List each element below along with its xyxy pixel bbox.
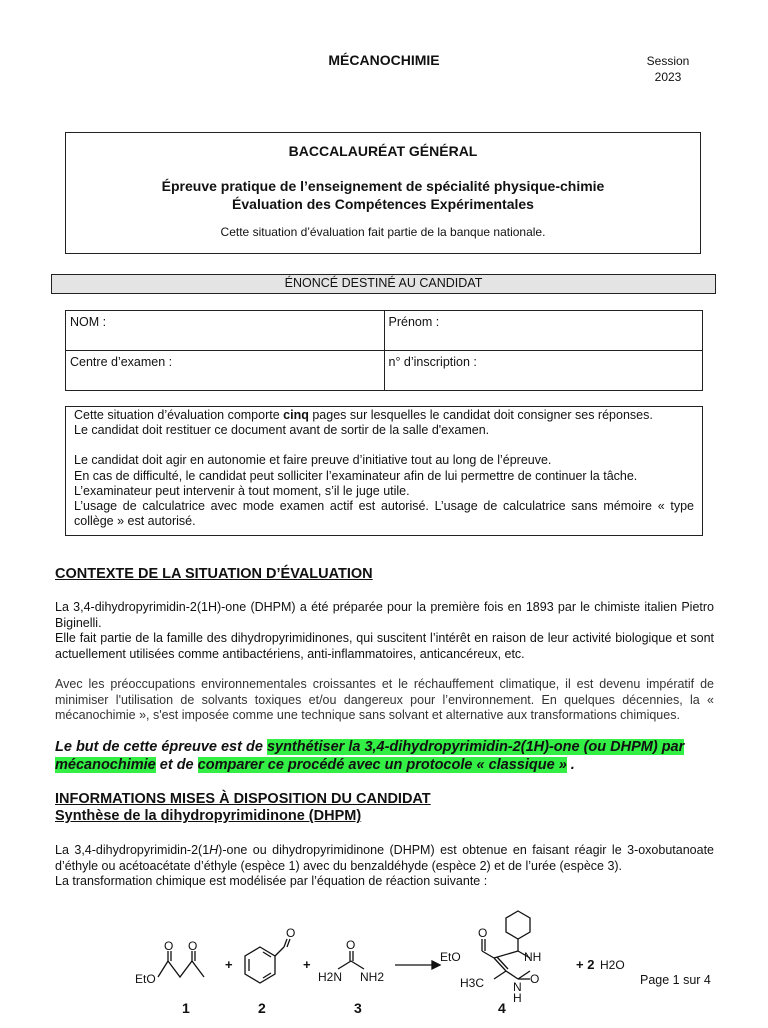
prenom-field[interactable] <box>384 311 703 351</box>
context-heading: CONTEXTE DE LA SITUATION D’ÉVALUATION <box>55 566 373 582</box>
instr-line: Le candidat doit agir en autonomie et faire preuve d’initiative tout au long de l’épreuve. <box>74 453 552 468</box>
molecule-4-o: O <box>478 926 488 940</box>
page-number: Page 1 sur 4 <box>640 973 711 987</box>
molecule-3-o: O <box>346 938 356 952</box>
info-heading: INFORMATIONS MISES À DISPOSITION DU CANDIDAT <box>55 791 431 807</box>
molecule-3-h2n: H2N <box>318 970 343 984</box>
molecule-1-o-ester: O <box>164 939 174 953</box>
info-text-run: La 3,4-dihydropyrimidin-2(1 <box>55 843 210 857</box>
water-formula: H2O <box>600 958 625 972</box>
molecule-4-o-urea: O <box>530 972 540 986</box>
goal-highlight-2: comparer ce procédé avec un protocole « classique » <box>197 757 567 773</box>
molecule-1-o-ketone: O <box>188 939 198 953</box>
info-p2: La transformation chimique est modélisée par l’équation de réaction suivante : <box>55 874 488 888</box>
molecule-4-n: N <box>513 980 522 994</box>
nom-label: NOM : <box>70 315 107 329</box>
enonce-banner: ÉNONCÉ DESTINÉ AU CANDIDAT <box>51 274 716 294</box>
label-species-1: 1 <box>182 1000 190 1016</box>
info-p1 <box>55 843 714 874</box>
prenom-label: Prénom : <box>388 315 440 329</box>
info-text-run: )-one ou dihydropyrimidinone (DHPM) est obtenue en faisant réagir le 3-oxobutanoate d’éthyle ou acétoacétate d’éthyle (espèce 1) avec du benzaldéhyde (espèce 2) et de l’urée (espèce 3). <box>55 843 714 873</box>
goal-highlight-1: synthétiser la 3,4-dihydropyrimidin-2(1H)-one (ou DHPM) par mécanochimie <box>55 739 685 773</box>
nom-field[interactable] <box>66 311 385 351</box>
goal-statement <box>55 738 715 774</box>
info-subheading: Synthèse de la dihydropyrimidinone (DHPM) <box>55 808 362 824</box>
context-p2: Elle fait partie de la famille des dihydropyrimidinones, qui suscitent l’intérêt en raison de leur activité biologique et sont actuellement utilisées comme antibactériens, anti-inflammatoires, anticancéreux, etc. <box>55 631 714 661</box>
label-species-3: 3 <box>354 1000 362 1016</box>
info-section-header <box>55 791 431 824</box>
instr-text: pages sur lesquelles le candidat doit consigner ses réponses. <box>308 408 653 422</box>
goal-text: . <box>566 757 575 773</box>
instr-line: En cas de difficulté, le candidat peut solliciter l’examinateur afin de lui permettre de continuer la tâche. <box>74 468 638 483</box>
plus-sign: + <box>225 957 233 972</box>
molecule-3-nh2: NH2 <box>360 970 385 984</box>
molecule-4-h3c: H3C <box>460 976 485 990</box>
epreuve-line2: Évaluation des Compétences Expérimentales <box>232 196 534 212</box>
instr-line <box>74 408 694 423</box>
instr-bold: cinq <box>283 408 309 422</box>
info-text <box>55 843 714 890</box>
reaction-scheme-svg <box>120 895 640 1023</box>
context-p3: Avec les préoccupations environnementales croissantes et le réchauffement climatique, il est devenu impératif de minimiser l'utilisation de solvants toxiques et/ou dangereux pour l’environnement. En quelques décennies, la « mécanochimie », s'est imposée comme une technique sans solvant et alternative aux transformations chimiques. <box>55 677 714 722</box>
molecule-4-nh: NH <box>524 950 542 964</box>
session-word: Session <box>646 54 690 68</box>
dhpm-phenyl-ring <box>506 911 530 939</box>
candidate-identity-table <box>65 310 703 391</box>
inscription-field[interactable] <box>384 351 703 391</box>
goal-text: Le but de cette épreuve est de <box>55 739 267 755</box>
reaction-scheme <box>120 895 640 1023</box>
banque-note: Cette situation d’évaluation fait partie de la banque nationale. <box>220 225 546 239</box>
centre-field[interactable] <box>66 351 385 391</box>
label-species-4: 4 <box>498 1000 506 1016</box>
water-coefficient: + 2 <box>576 957 595 972</box>
inscription-label: n° d’inscription : <box>388 355 477 369</box>
page-title: MÉCANOCHIMIE <box>328 52 440 68</box>
context-p1: La 3,4-dihydropyrimidin-2(1H)-one (DHPM) a été préparée pour la première fois en 1893 par le chimiste italien Pietro Biginelli. <box>55 600 714 630</box>
instructions-box <box>65 406 703 536</box>
instr-line: L’usage de calculatrice avec mode examen actif est autorisé. L’usage de calculatrice sans mémoire « type collège » est autorisé. <box>74 499 694 529</box>
instr-line: L’examinateur peut intervenir à tout moment, s’il le juge utile. <box>74 483 410 498</box>
goal-text: et de <box>155 757 198 773</box>
molecule-4-eto: EtO <box>440 950 461 964</box>
epreuve-line1: Épreuve pratique de l’enseignement de spécialité physique-chimie <box>161 178 605 194</box>
info-italic-h: H <box>209 843 219 857</box>
plus-sign: + <box>303 957 311 972</box>
aldehyde-bond <box>275 947 284 956</box>
molecule-1-chain <box>158 961 204 977</box>
context-text <box>55 600 714 724</box>
bac-title: BACCALAURÉAT GÉNÉRAL <box>288 143 478 159</box>
molecule-1-eto: EtO <box>135 972 156 986</box>
molecule-4-h: H <box>513 991 522 1005</box>
session-year: 2023 <box>654 70 682 84</box>
centre-label: Centre d’examen : <box>70 355 173 369</box>
epreuve-title <box>66 177 700 213</box>
instr-line: Le candidat doit restituer ce document avant de sortir de la salle d'examen. <box>74 423 490 438</box>
bac-title-box <box>65 132 701 254</box>
instr-text: Cette situation d’évaluation comporte <box>74 408 284 422</box>
label-species-2: 2 <box>258 1000 266 1016</box>
session-label <box>628 53 708 85</box>
molecule-2-o: O <box>286 926 296 940</box>
